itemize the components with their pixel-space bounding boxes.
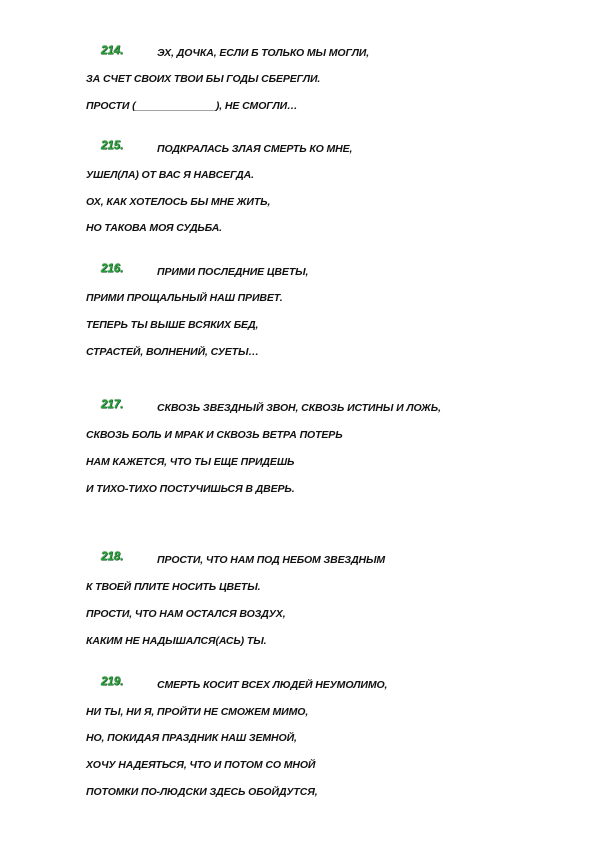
verse-line: ПРОСТИ (______________), НЕ СМОГЛИ… xyxy=(86,100,298,112)
verse-line: СТРАСТЕЙ, ВОЛНЕНИЙ, СУЕТЫ… xyxy=(86,346,259,358)
verse-line: ЗА СЧЕТ СВОИХ ТВОИ БЫ ГОДЫ СБЕРЕГЛИ. xyxy=(86,73,321,85)
verse-line: НО, ПОКИДАЯ ПРАЗДНИК НАШ ЗЕМНОЙ, xyxy=(86,732,297,744)
verse-line: К ТВОЕЙ ПЛИТЕ НОСИТЬ ЦВЕТЫ. xyxy=(86,581,261,593)
verse-line: ХОЧУ НАДЕЯТЬСЯ, ЧТО И ПОТОМ СО МНОЙ xyxy=(86,759,316,771)
verse-line: НО ТАКОВА МОЯ СУДЬБА. xyxy=(86,222,222,234)
verse-line: ПРОСТИ, ЧТО НАМ ОСТАЛСЯ ВОЗДУХ, xyxy=(86,608,286,620)
verse-number: 219. xyxy=(101,676,124,688)
verse-number: 214. xyxy=(101,45,124,57)
verse-number: 216. xyxy=(101,263,124,275)
verse-line: НИ ТЫ, НИ Я, ПРОЙТИ НЕ СМОЖЕМ МИМО, xyxy=(86,706,309,718)
verse-number: 218. xyxy=(101,551,124,563)
verse-number: 215. xyxy=(101,140,124,152)
verse-line: СКВОЗЬ ЗВЕЗДНЫЙ ЗВОН, СКВОЗЬ ИСТИНЫ И ЛОЖЬ, xyxy=(157,402,441,414)
verse-line: СМЕРТЬ КОСИТ ВСЕХ ЛЮДЕЙ НЕУМОЛИМО, xyxy=(157,679,388,691)
verse-line: ЭХ, ДОЧКА, ЕСЛИ Б ТОЛЬКО МЫ МОГЛИ, xyxy=(157,47,370,59)
verse-line: ПОДКРАЛАСЬ ЗЛАЯ СМЕРТЬ КО МНЕ, xyxy=(157,143,353,155)
verse-line: ПРИМИ ПОСЛЕДНИЕ ЦВЕТЫ, xyxy=(157,266,309,278)
verse-line: И ТИХО-ТИХО ПОСТУЧИШЬСЯ В ДВЕРЬ. xyxy=(86,483,295,495)
verse-line: ПРИМИ ПРОЩАЛЬНЫЙ НАШ ПРИВЕТ. xyxy=(86,292,283,304)
verse-line: ОХ, КАК ХОТЕЛОСЬ БЫ МНЕ ЖИТЬ, xyxy=(86,196,271,208)
verse-line: ПРОСТИ, ЧТО НАМ ПОД НЕБОМ ЗВЕЗДНЫМ xyxy=(157,554,386,566)
verse-line: СКВОЗЬ БОЛЬ И МРАК И СКВОЗЬ ВЕТРА ПОТЕРЬ xyxy=(86,429,343,441)
verse-line: ТЕПЕРЬ ТЫ ВЫШЕ ВСЯКИХ БЕД, xyxy=(86,319,259,331)
verse-line: КАКИМ НЕ НАДЫШАЛСЯ(АСЬ) ТЫ. xyxy=(86,635,267,647)
verse-number: 217. xyxy=(101,399,124,411)
verse-line: НАМ КАЖЕТСЯ, ЧТО ТЫ ЕЩЕ ПРИДЕШЬ xyxy=(86,456,295,468)
verse-line: ПОТОМКИ ПО-ЛЮДСКИ ЗДЕСЬ ОБОЙДУТСЯ, xyxy=(86,786,318,798)
verse-line: УШЕЛ(ЛА) ОТ ВАС Я НАВСЕГДА. xyxy=(86,169,254,181)
